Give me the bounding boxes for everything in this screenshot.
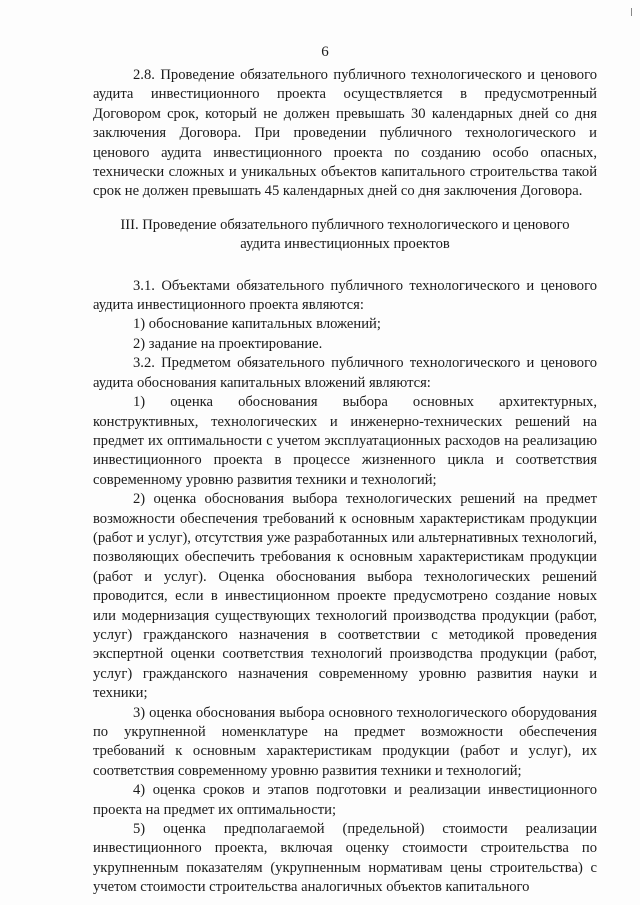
- list-item-3-2-2: 2) оценка обоснования выбора технологических решений на предмет возможности обеспечения требований к основным характеристикам продукции (работ и услуг), отсутствия уже разработанных или альтернативных технологий, позволяющих обеспечить требования к основным характеристикам продукции (работ и услуг). Оценка обоснования выбора технологических решений проводится, если в инвестиционном проекте предусмотрено создание новых или модернизация существующих технологий производства продукции (работ, услуг) гражданского назначения в соответствии с методикой проведения экспертной оценки соответствия технологий производства продукции (работ, услуг) гражданского назначения современному уровню развития науки и техники;: [93, 491, 597, 702]
- list-item-3-1-2: 2) задание на проектирование.: [133, 335, 323, 352]
- list-item-3-2-4: 4) оценка сроков и этапов подготовки и реализации инвестиционного проекта на предмет их оптимальности;: [93, 782, 597, 818]
- section-heading-3: III. Проведение обязательного публичного технологического и ценового аудита инвестиционных проектов: [120, 216, 570, 253]
- paragraph-2-8: 2.8. Проведение обязательного публичного технологического и ценового аудита инвестиционного проекта осуществляется в предусмотренный Договором срок, который не должен превышать 30 календарных дней со дня заключения Договора. При проведении публичного технологического и ценового аудита инвестиционного проекта по созданию особо опасных, технически сложных и уникальных объектов капитального строительства такой срок не должен превышать 45 календарных дней со дня заключения Договора.: [93, 67, 597, 200]
- paragraph-3-1: 3.1. Объектами обязательного публичного технологического и ценового аудита инвестиционного проекта являются:: [93, 277, 597, 314]
- scan-mark: [631, 8, 632, 16]
- document-body: [93, 66, 597, 898]
- list-item-3-1-1: 1) обоснование капитальных вложений;: [133, 316, 381, 333]
- paragraph-3-2: 3.2. Предметом обязательного публичного технологического и ценового аудита обоснования капитальных вложений являются:: [93, 355, 597, 391]
- list-item-3-2-5: 5) оценка предполагаемой (предельной) стоимости реализации инвестиционного проекта, включая оценку стоимости строительства по укрупненным показателям (укрупненным нормативам цены строительства) с учетом стоимости строительства аналогичных объектов капитального: [93, 821, 597, 896]
- list-item-3-2-3: 3) оценка обоснования выбора основного технологического оборудования по укрупненной номенклатуре на предмет возможности обеспечения требований к основным характеристикам продукции (работ и услуг), их соответствия современному уровню развития техники и технологий;: [93, 704, 597, 779]
- list-item-3-2-1: 1) оценка обоснования выбора основных архитектурных, конструктивных, технологических и инженерно-технических решений на предмет их оптимальности с учетом эксплуатационных расходов на реализацию инвестиционного проекта в процессе жизненного цикла и соответствия современному уровню развития техники и технологий;: [93, 394, 597, 488]
- page-number: 6: [321, 44, 329, 60]
